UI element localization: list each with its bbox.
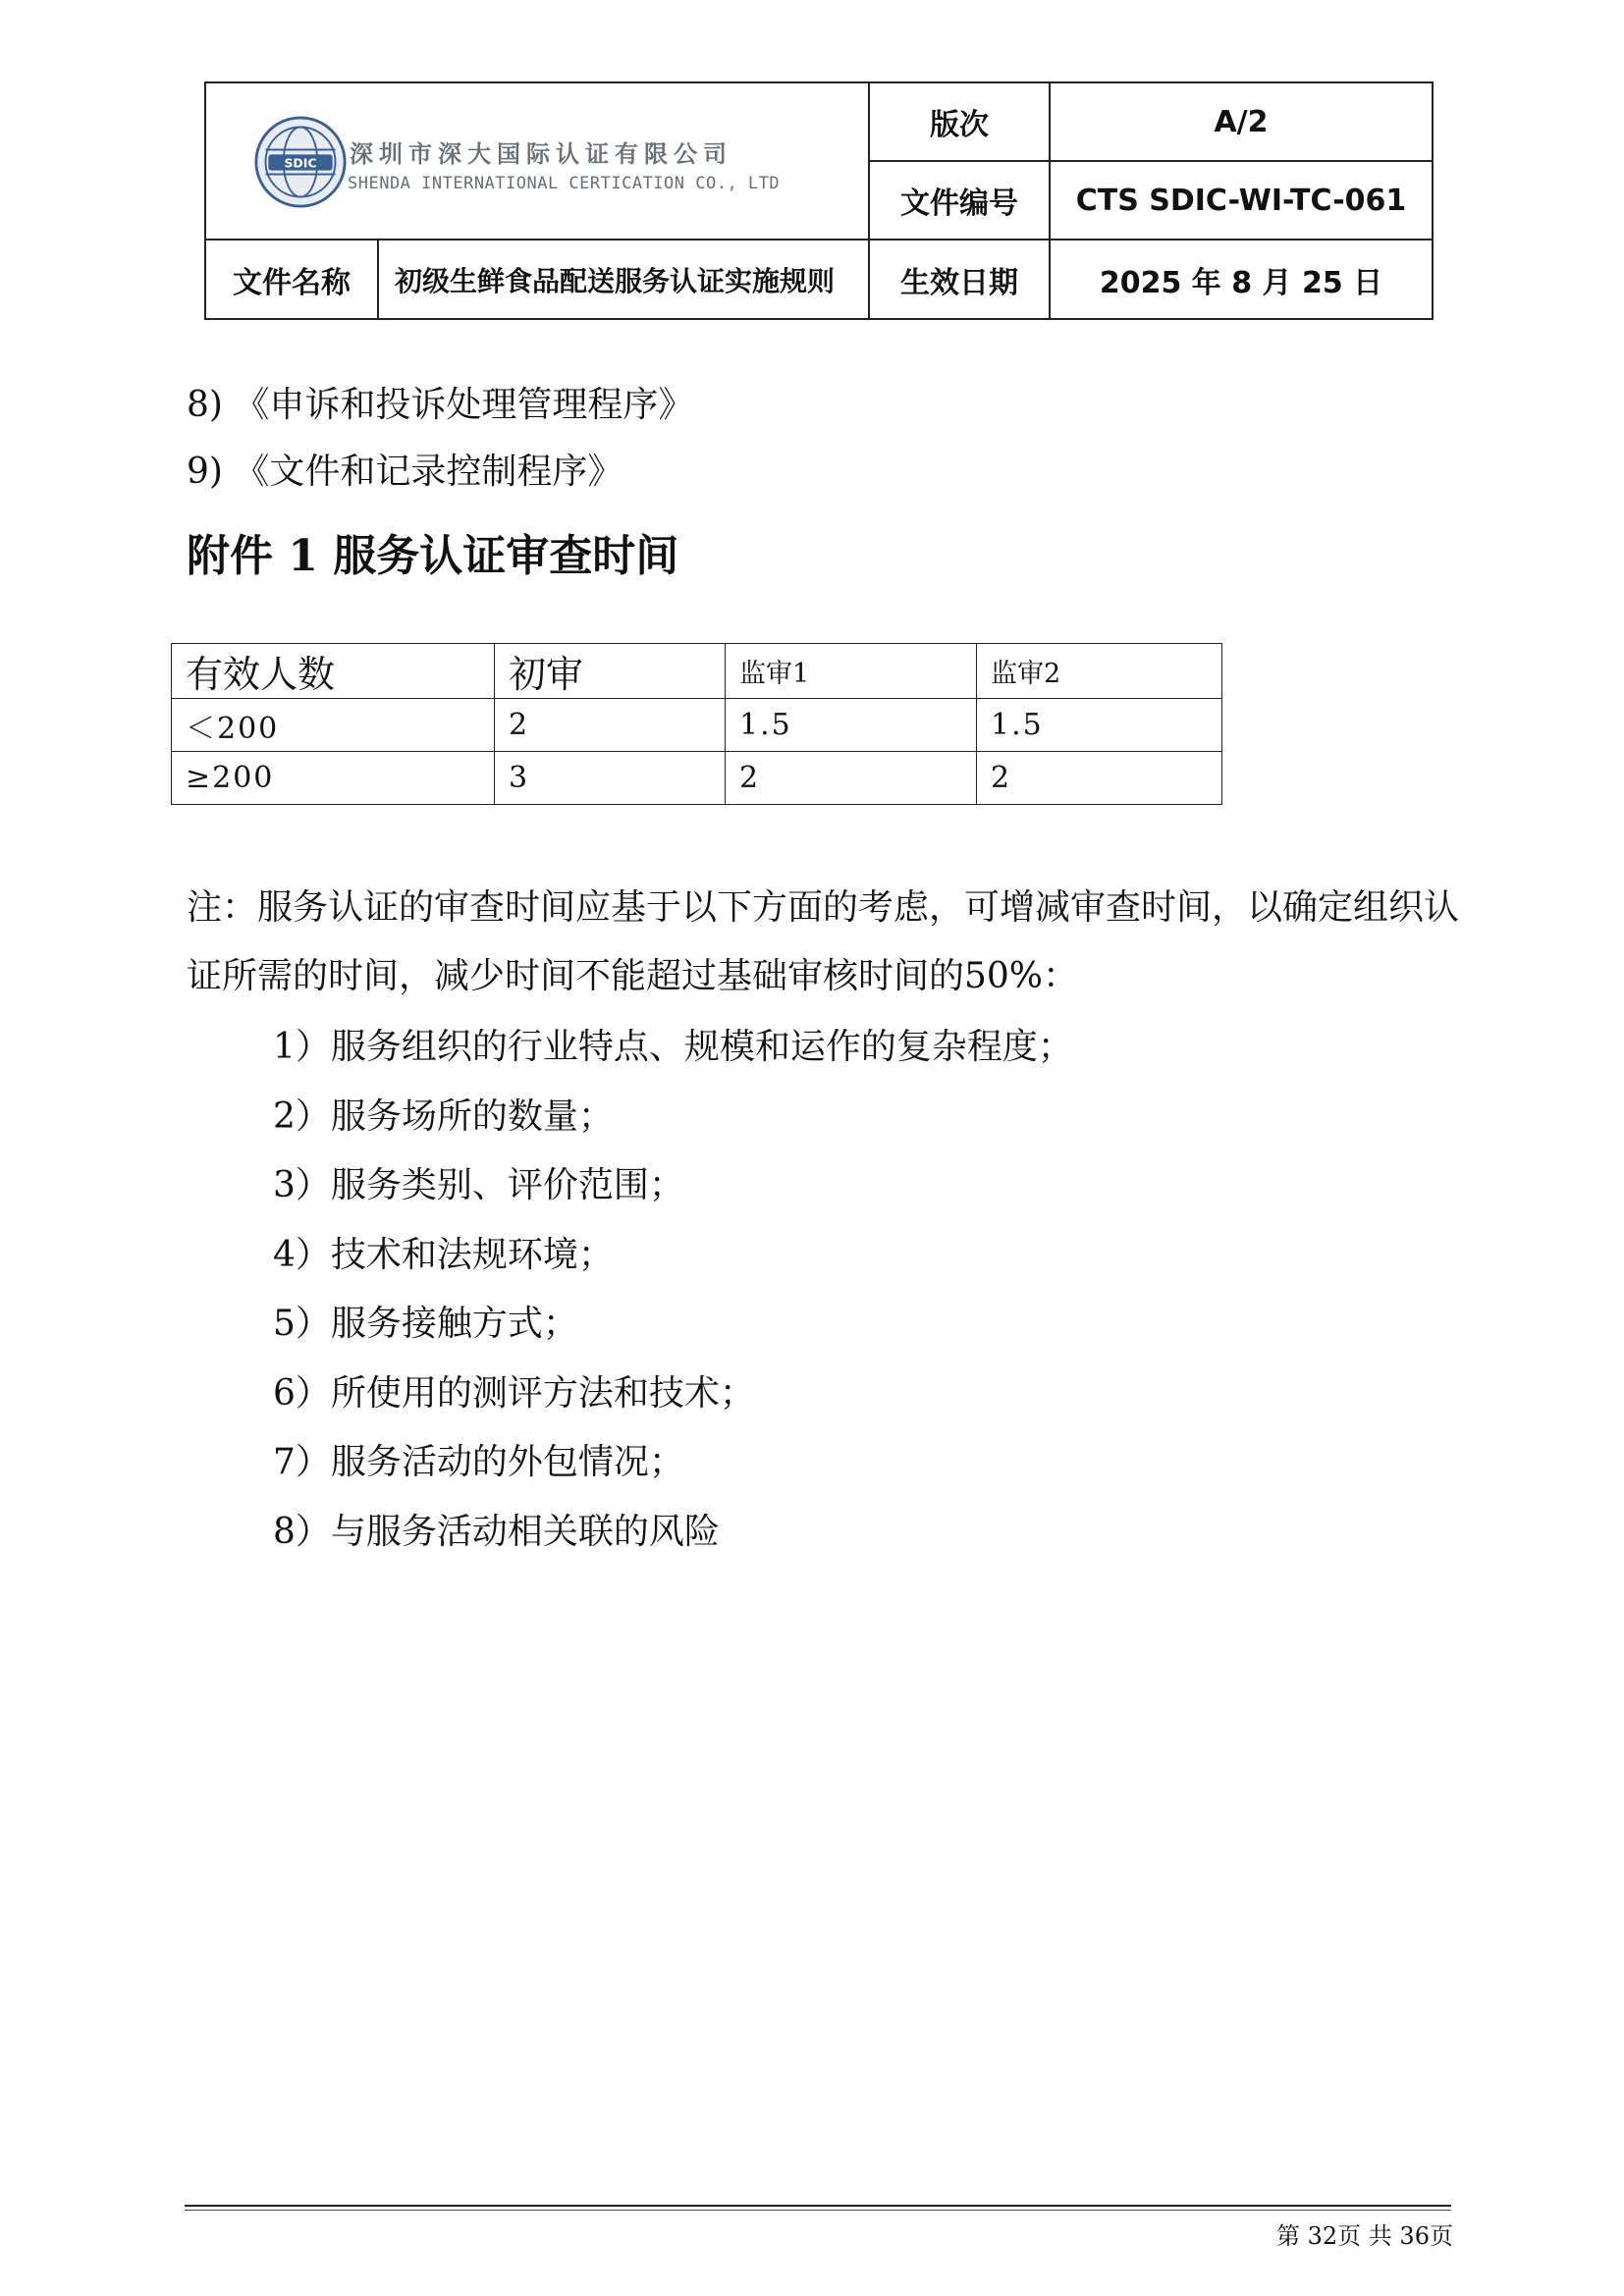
footer-divider bbox=[185, 2205, 1451, 2207]
table-header-cell: 监审2 bbox=[977, 644, 1222, 699]
list-item: 2）服务场所的数量； bbox=[273, 1095, 614, 1137]
table-header-cell: 初审 bbox=[495, 644, 726, 699]
company-name-en: SHENDA INTERNATIONAL CERTICATION CO., LTD bbox=[348, 174, 781, 193]
footer-divider bbox=[185, 2210, 1451, 2211]
svg-text:SDIC: SDIC bbox=[284, 155, 317, 171]
list-item: 3）服务类别、评价范围； bbox=[273, 1165, 684, 1205]
doc-name-label: 文件名称 bbox=[205, 240, 378, 319]
table-header-row bbox=[172, 644, 1222, 699]
table-cell: 1.5 bbox=[726, 699, 977, 752]
table-cell: 2 bbox=[726, 752, 977, 805]
doc-number-value: CTS SDIC-WI-TC-061 bbox=[1050, 161, 1433, 240]
list-item: 6）所使用的测评方法和技术； bbox=[273, 1372, 755, 1414]
company-logo-cell bbox=[205, 82, 869, 240]
annex-title: 附件 1 服务认证审查时间 bbox=[187, 531, 679, 581]
doc-name-value: 初级生鲜食品配送服务认证实施规则 bbox=[378, 240, 869, 319]
table-cell: ≥200 bbox=[172, 752, 495, 805]
list-item: 1）服务组织的行业特点、规模和运作的复杂程度； bbox=[273, 1027, 1073, 1067]
table-cell: 3 bbox=[495, 752, 726, 805]
note-paragraph: 注：服务认证的审查时间应基于以下方面的考虑，可增减审查时间，以确定组织认证所需的时间，减少时间不能超过基础审核时间的50%： bbox=[187, 887, 1460, 996]
table-cell: ＜200 bbox=[172, 699, 495, 752]
company-logo-icon bbox=[253, 115, 348, 209]
effective-date-label: 生效日期 bbox=[869, 240, 1050, 319]
table-row bbox=[172, 752, 1222, 805]
table-row bbox=[172, 699, 1222, 752]
document-header bbox=[204, 81, 1434, 320]
audit-time-table bbox=[171, 643, 1222, 805]
company-name-cn: 深圳市深大国际认证有限公司 bbox=[350, 140, 732, 168]
list-item: 5）服务接触方式； bbox=[273, 1304, 578, 1344]
version-label: 版次 bbox=[869, 82, 1050, 161]
effective-date-value: 2025 年 8 月 25 日 bbox=[1050, 240, 1433, 319]
page-number: 第 32页 共 36页 bbox=[1276, 2222, 1453, 2250]
table-cell: 1.5 bbox=[977, 699, 1222, 752]
list-item: 7）服务活动的外包情况； bbox=[273, 1442, 684, 1482]
table-cell: 2 bbox=[495, 699, 726, 752]
table-cell: 2 bbox=[977, 752, 1222, 805]
table-header-cell: 监审1 bbox=[726, 644, 977, 699]
table-header-cell: 有效人数 bbox=[172, 644, 495, 699]
list-item: 8）与服务活动相关联的风险 bbox=[273, 1511, 720, 1552]
doc-number-label: 文件编号 bbox=[869, 161, 1050, 240]
reference-item: 8) 《申诉和投诉处理管理程序》 bbox=[187, 385, 694, 425]
list-item: 4）技术和法规环境； bbox=[273, 1234, 614, 1275]
reference-item: 9) 《文件和记录控制程序》 bbox=[187, 452, 623, 492]
factor-list bbox=[273, 1013, 1073, 1567]
version-value: A/2 bbox=[1050, 82, 1433, 161]
